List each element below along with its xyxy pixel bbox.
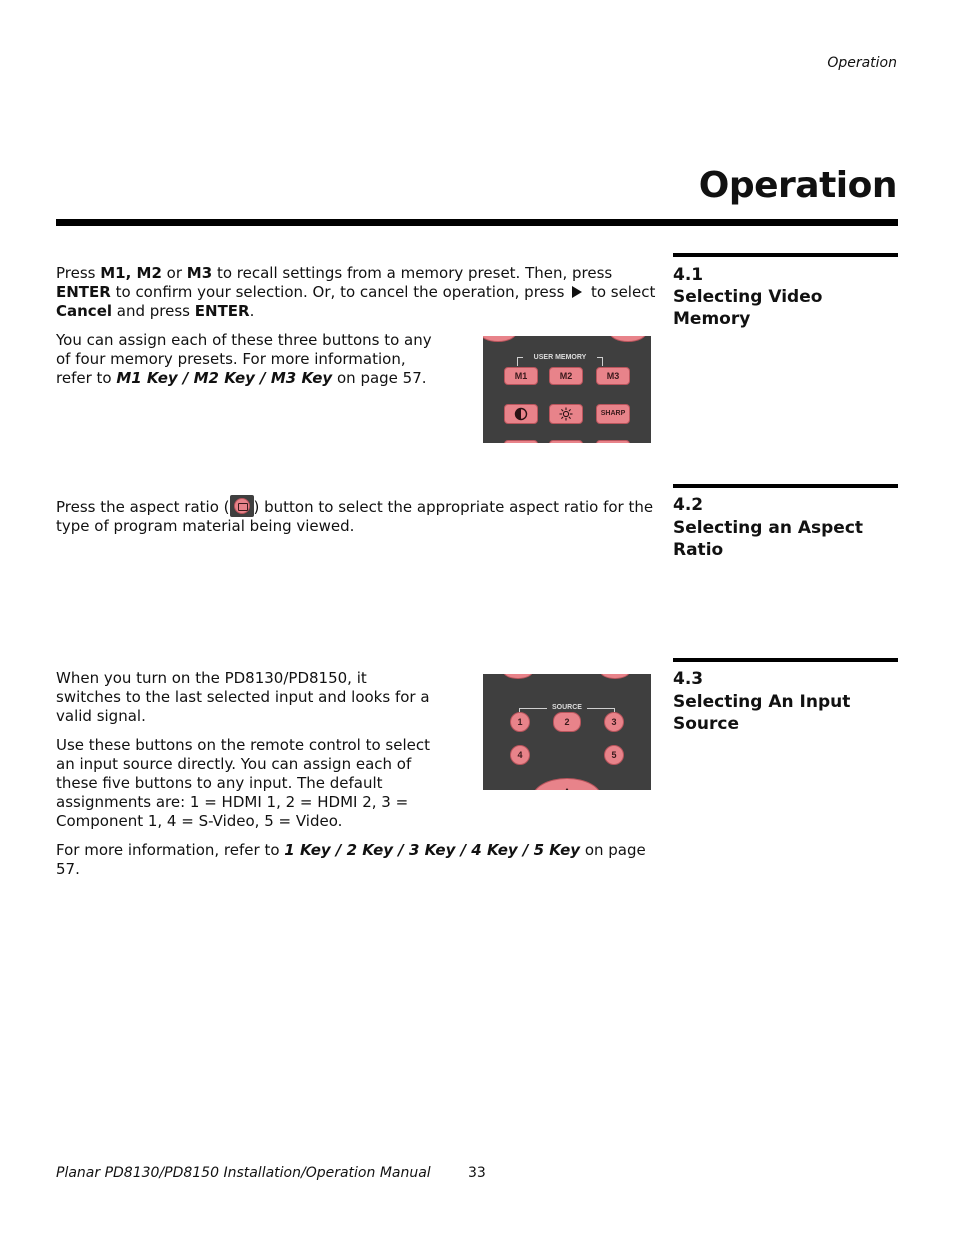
section-title: Selecting an Aspect Ratio (673, 518, 864, 560)
remote-source-image (483, 674, 651, 790)
remote-button-partial (549, 440, 583, 443)
source-4-button: 4 (510, 745, 530, 765)
group-bracket (597, 357, 603, 366)
brightness-button (549, 404, 583, 424)
nav-up-button-partial (532, 778, 602, 790)
up-arrow-icon (563, 788, 571, 790)
brightness-icon (559, 407, 573, 421)
contrast-button (504, 404, 538, 424)
source-1-button: 1 (510, 712, 530, 732)
page-number: 33 (468, 1165, 486, 1181)
remote-button-partial (609, 336, 647, 342)
m2-button: M2 (549, 367, 583, 385)
remote-button-partial (503, 674, 533, 679)
user-memory-label: USER MEMORY (533, 354, 587, 361)
remote-memory-image (483, 336, 651, 443)
paragraph: Use these buttons on the remote control to select an input source directly. You can assign each of these five buttons to any input. The default assignments are: 1 = HDMI 1, 2 = HDMI 2, 3 = Component 1, 4 = S-Video, 5 = Video. (56, 736, 431, 830)
paragraph: You can assign each of these three buttons to any of four memory presets. For more information, refer to M1 Key / M2 Key / M3 Key on page 57. (56, 331, 432, 387)
paragraph: Press M1, M2 or M3 to recall settings from a memory preset. Then, press ENTER to confirm your selection. Or, to cancel the operation, press to select Cancel and press ENTER. (56, 264, 656, 320)
section-number: 4.3 (673, 669, 704, 689)
chapter-title: Operation (698, 165, 897, 206)
chapter-rule (56, 219, 898, 226)
section-number: 4.2 (673, 495, 704, 515)
section-title: Selecting An Input Source (673, 692, 851, 734)
source-5-button: 5 (604, 745, 624, 765)
running-header: Operation (827, 55, 897, 71)
section-number: 4.1 (673, 265, 704, 285)
right-arrow-icon (572, 286, 582, 298)
remote-button-partial (600, 674, 630, 679)
source-3-button: 3 (604, 712, 624, 732)
contrast-icon (514, 407, 528, 421)
section-rule (673, 658, 898, 662)
remote-button-partial (483, 336, 517, 342)
paragraph: For more information, refer to 1 Key / 2 Key / 3 Key / 4 Key / 5 Key on page 57. (56, 841, 646, 878)
footer-manual-title: Planar PD8130/PD8150 Installation/Operation Manual (56, 1165, 431, 1181)
paragraph: Press the aspect ratio ( ) button to select the appropriate aspect ratio for the type of program material being viewed. (56, 495, 656, 536)
section-rule (673, 253, 898, 257)
paragraph: When you turn on the PD8130/PD8150, it switches to the last selected input and looks for a valid signal. (56, 669, 430, 725)
section-rule (673, 484, 898, 488)
remote-button-partial (596, 440, 630, 443)
source-label: SOURCE (552, 704, 582, 711)
m1-button: M1 (504, 367, 538, 385)
source-2-button: 2 (553, 712, 581, 732)
remote-button-partial (504, 440, 538, 443)
section-title: Selecting Video Memory (673, 287, 823, 329)
m3-button: M3 (596, 367, 630, 385)
sharp-button: SHARP (596, 404, 630, 424)
aspect-ratio-icon (230, 495, 254, 517)
